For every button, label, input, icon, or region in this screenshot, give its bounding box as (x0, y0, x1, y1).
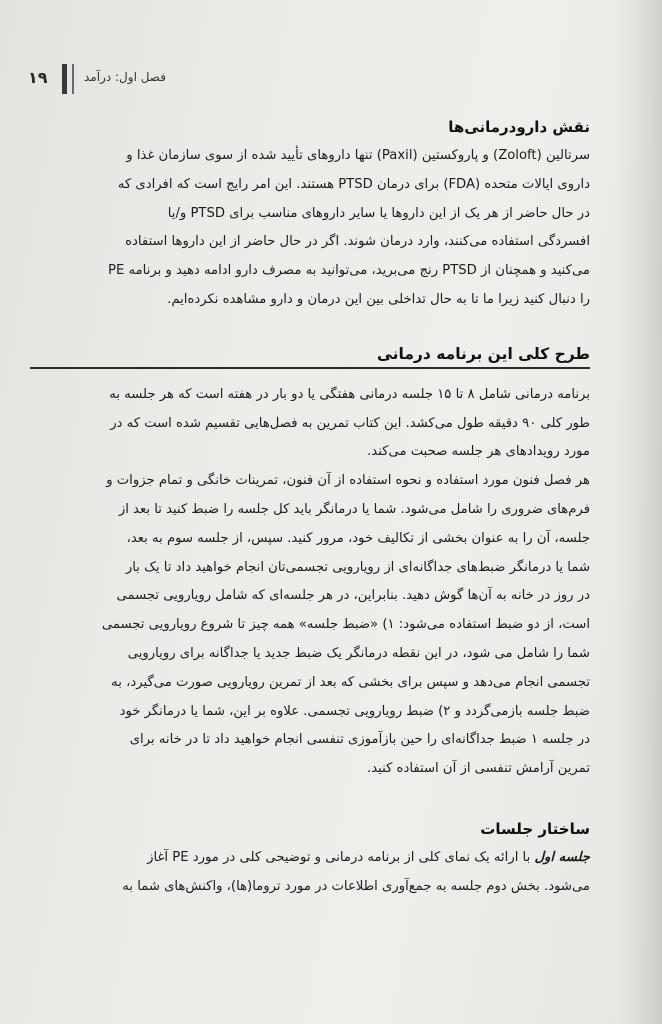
section-title-outline: طرح کلی این برنامه درمانی (377, 344, 590, 363)
text-line: جلسه، آن را به عنوان بخشی از تکالیف خود، مرور کنید. سپس، از جلسه سوم به بعد، (126, 530, 590, 546)
text-line: را دنبال کنید زیرا ما تا به حال تداخلی بین این درمان و دارو مشاهده نکرده‌ایم. (167, 291, 590, 307)
text-line: ضبط جلسه بازمی‌گردد و ۲) ضبط رویارویی تجسمی. علاوه بر این، شما یا درمانگر خود (119, 703, 590, 719)
text-line: است، از دو ضبط استفاده می‌شود: ۱) «ضبط جلسه» همه چیز تا شروع رویارویی تجسمی (101, 617, 590, 633)
running-head: فصل اول: درآمد (84, 70, 166, 84)
section-title-pharmacotherapy: نقش دارودرمانی‌ها (448, 118, 590, 136)
text-line: شما یا درمانگر ضبط‌های جداگانه‌ای از رویارویی تجسمی‌تان انجام خواهید داد تا یک بار (125, 559, 590, 575)
text-line: داروی ایالات متحده (FDA) برای درمان PTSD هستند. این امر رایج است که افرادی که (117, 176, 590, 192)
text-line: تمرین آرامش تنفسی از آن استفاده کنید. (367, 761, 590, 777)
text-line: فرم‌های ضروری را شامل می‌شود. شما یا درمانگر باید کل جلسه را ضبط کنید تا بعد از (118, 501, 590, 517)
section-heading-outline (30, 345, 590, 373)
text-line: هر فصل فنون مورد استفاده و نحوه استفاده از آن فنون، تمرینات خانگی و تمام جزوات و (106, 473, 590, 489)
text-line: در روز در خانه به آن‌ها گوش دهید. بنابراین، در هر جلسه‌ای که شامل رویارویی تجسمی (116, 588, 590, 604)
text-line: سرتالین (Zoloft) و پاروکستین (Paxil) تنها داروهای تأیید شده از سوی سازمان غذا و (126, 148, 590, 163)
text-line (30, 844, 590, 873)
page-number: ۱۹ (28, 68, 48, 87)
page-content (30, 110, 590, 902)
text-fragment: با ارائه یک نمای کلی از برنامه درمانی و توضیحی کلی در مورد PE آغاز (147, 849, 535, 865)
section-title-session-structure: ساختار جلسات (480, 819, 590, 838)
text-line: تجسمی انجام می‌دهد و سپس برای بخشی که بعد از تمرین رویارویی صورت می‌گیرد، به (111, 674, 590, 690)
header-bar-thin (72, 64, 74, 94)
text-line: شما را شامل می شود، در این نقطه درمانگر یک ضبط جدید یا جداگانه برای رویارویی (127, 645, 590, 661)
lead-term: جلسه اول (534, 849, 590, 865)
paragraph-pharmacotherapy (30, 142, 590, 315)
text-line: در جلسه ۱ ضبط جداگانه‌ای را حین بازآموزی تنفسی انجام خواهید داد تا در خانه برای (129, 732, 590, 748)
paragraph-session-structure (30, 844, 590, 902)
spine-shadow (614, 0, 662, 1024)
page-header (28, 64, 588, 98)
text-line: می‌کنید و همچنان از PTSD رنج می‌برید، می‌توانید به مصرف دارو ادامه دهید و برنامه PE (108, 263, 590, 279)
text-line: طور کلی ۹۰ دقیقه طول می‌کشد. این کتاب تمرین به فصل‌هایی تقسیم شده است که در (110, 415, 590, 431)
text-line: در حال حاضر از هر یک از این داروها یا سایر داروهای مناسب برای PTSD و/یا (167, 205, 590, 221)
header-bar (62, 64, 67, 94)
text-line: برنامه درمانی شامل ۸ تا ۱۵ جلسه درمانی هفتگی یا دو بار در هفته است که هر جلسه به (109, 386, 590, 402)
heading-rule (30, 367, 590, 369)
paragraph-outline (30, 381, 590, 784)
text-line: مورد رویدادهای هر جلسه صحبت می‌کند. (367, 444, 590, 460)
text-line: می‌شود. بخش دوم جلسه به جمع‌آوری اطلاعات در مورد تروما(ها)، واکنش‌های شما به (122, 878, 590, 894)
text-line: افسردگی استفاده می‌کنند، وارد درمان شوند. اگر در حال حاضر از این داروها استفاده (125, 234, 590, 250)
